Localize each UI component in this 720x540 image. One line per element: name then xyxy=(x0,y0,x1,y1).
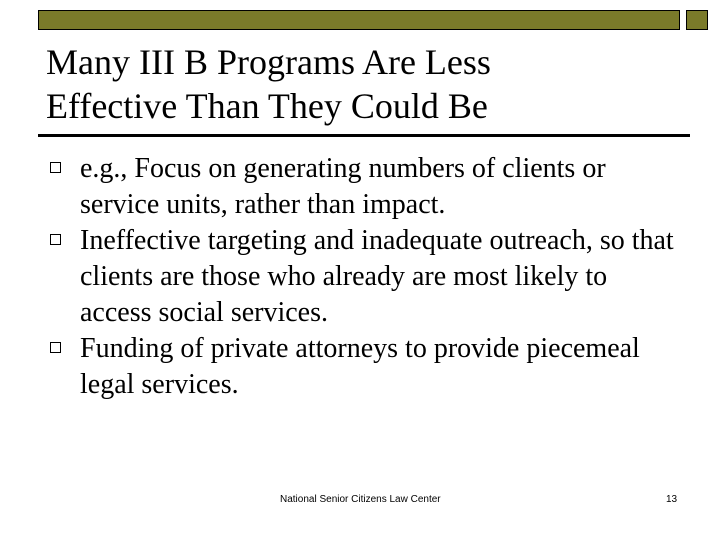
slide-title xyxy=(46,40,646,128)
header-accent-bar xyxy=(38,10,680,30)
bullet-item xyxy=(0,151,720,223)
hollow-square-bullet-icon xyxy=(50,162,61,173)
bullet-item xyxy=(0,223,720,331)
footer-organization: National Senior Citizens Law Center xyxy=(280,494,441,505)
bullet-text: e.g., Focus on generating numbers of clients or service units, rather than impact. xyxy=(80,153,606,220)
hollow-square-bullet-icon xyxy=(50,342,61,353)
slide-title-line-1: Many III B Programs Are Less xyxy=(46,42,491,82)
bullet-list xyxy=(0,151,720,403)
hollow-square-bullet-icon xyxy=(50,234,61,245)
page-number: 13 xyxy=(666,494,678,505)
bullet-text: Ineffective targeting and inadequate outreach, so that clients are those who already are most likely to access social services. xyxy=(80,225,674,328)
title-divider xyxy=(38,134,690,137)
bullet-item xyxy=(0,331,720,403)
slide-title-line-2: Effective Than They Could Be xyxy=(46,86,488,126)
bullet-text: Funding of private attorneys to provide piecemeal legal services. xyxy=(80,333,640,400)
header-accent-square xyxy=(686,10,708,30)
